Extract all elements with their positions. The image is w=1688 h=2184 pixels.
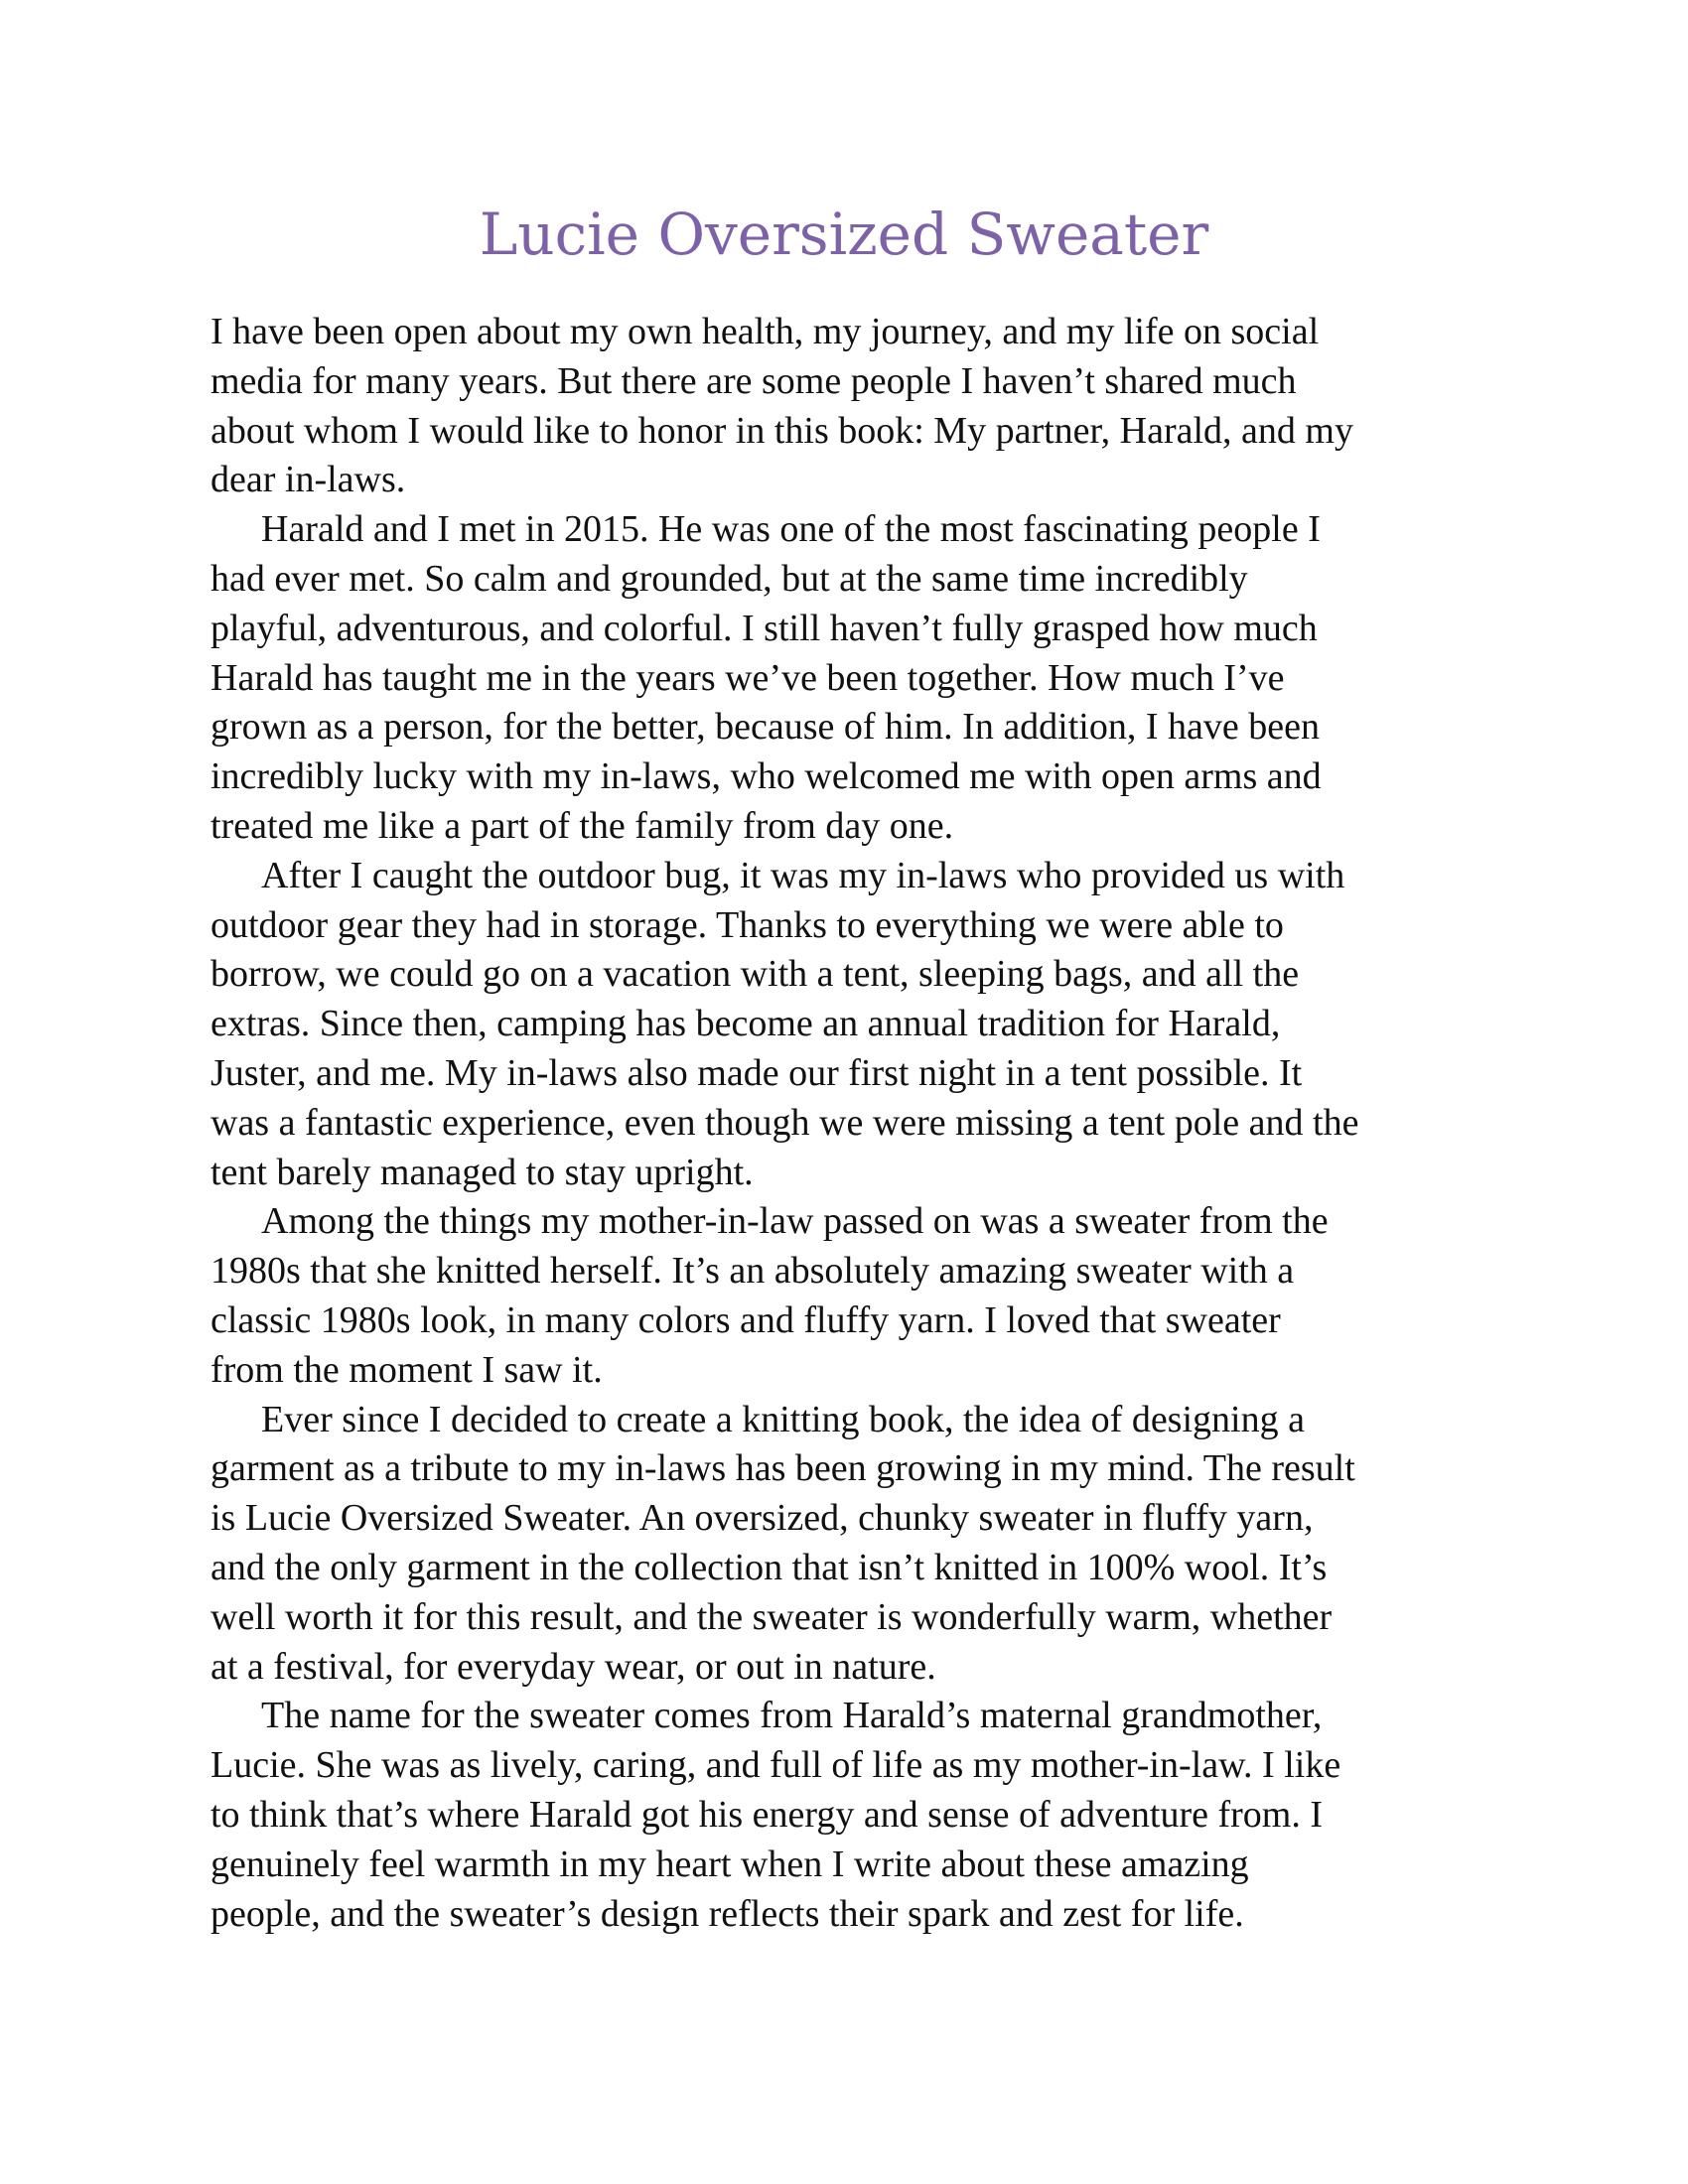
text-line: Harald has taught me in the years we’ve been together. How much I’ve <box>211 656 1285 699</box>
paragraph-5 <box>211 1396 1491 1693</box>
text-line: at a festival, for everyday wear, or out in nature. <box>211 1645 936 1688</box>
text-line: I have been open about my own health, my journey, and my life on social <box>211 311 1320 352</box>
text-line: Juster, and me. My in-laws also made our first night in a tent possible. It <box>211 1051 1303 1094</box>
text-line: had ever met. So calm and grounded, but at the same time incredibly <box>211 557 1248 600</box>
text-line: well worth it for this result, and the sweater is wonderfully warm, whether <box>211 1595 1333 1638</box>
page-title: Lucie Oversized Sweater <box>479 201 1209 268</box>
text-line: from the moment I saw it. <box>211 1348 603 1391</box>
paragraph-4 <box>211 1197 1491 1395</box>
text-line: Among the things my mother-in-law passed on was a sweater from the <box>261 1200 1329 1243</box>
text-line: people, and the sweater’s design reflects their spark and zest for life. <box>211 1892 1244 1935</box>
text-line: dear in-laws. <box>211 459 406 501</box>
text-line: grown as a person, for the better, because of him. In addition, I have been <box>211 706 1320 749</box>
text-line: tent barely managed to stay upright. <box>211 1151 754 1193</box>
text-line: garment as a tribute to my in-laws has been growing in my mind. The result <box>211 1447 1355 1490</box>
text-line: about whom I would like to honor in this book: My partner, Harald, and my <box>211 409 1353 452</box>
text-line: genuinely feel warmth in my heart when I write about these amazing <box>211 1843 1249 1885</box>
text-line: treated me like a part of the family from day one. <box>211 804 954 847</box>
text-line: Lucie. She was as lively, caring, and full of life as my mother-in-law. I like <box>211 1744 1341 1787</box>
text-line: incredibly lucky with my in-laws, who welcomed me with open arms and <box>211 755 1322 798</box>
text-line: and the only garment in the collection that isn’t knitted in 100% wool. It’s <box>211 1546 1328 1588</box>
text-line: Harald and I met in 2015. He was one of the most fascinating people I <box>261 508 1321 551</box>
text-line: Ever since I decided to create a knitting book, the idea of designing a <box>261 1398 1305 1440</box>
paragraph-1 <box>211 308 1491 505</box>
text-line: After I caught the outdoor bug, it was my in-laws who provided us with <box>261 854 1345 896</box>
paragraph-6 <box>211 1692 1491 1939</box>
text-line: outdoor gear they had in storage. Thanks to everything we were able to <box>211 903 1284 946</box>
paragraph-2 <box>211 505 1491 852</box>
text-line: classic 1980s look, in many colors and fluffy yarn. I loved that sweater <box>211 1298 1281 1341</box>
text-line: to think that’s where Harald got his energy and sense of adventure from. I <box>211 1793 1323 1836</box>
text-line: is Lucie Oversized Sweater. An oversized, chunky sweater in fluffy yarn, <box>211 1497 1314 1540</box>
body-text <box>211 308 1491 1939</box>
text-line: borrow, we could go on a vacation with a tent, sleeping bags, and all the <box>211 953 1300 996</box>
text-line: media for many years. But there are some people I haven’t shared much <box>211 359 1297 402</box>
paragraph-3 <box>211 852 1491 1198</box>
text-line: playful, adventurous, and colorful. I still haven’t fully grasped how much <box>211 607 1318 649</box>
text-line: extras. Since then, camping has become an annual tradition for Harald, <box>211 1003 1281 1045</box>
text-line: 1980s that she knitted herself. It’s an absolutely amazing sweater with a <box>211 1250 1295 1293</box>
text-line: The name for the sweater comes from Harald’s maternal grandmother, <box>261 1695 1323 1737</box>
text-line: was a fantastic experience, even though we were missing a tent pole and the <box>211 1101 1359 1144</box>
